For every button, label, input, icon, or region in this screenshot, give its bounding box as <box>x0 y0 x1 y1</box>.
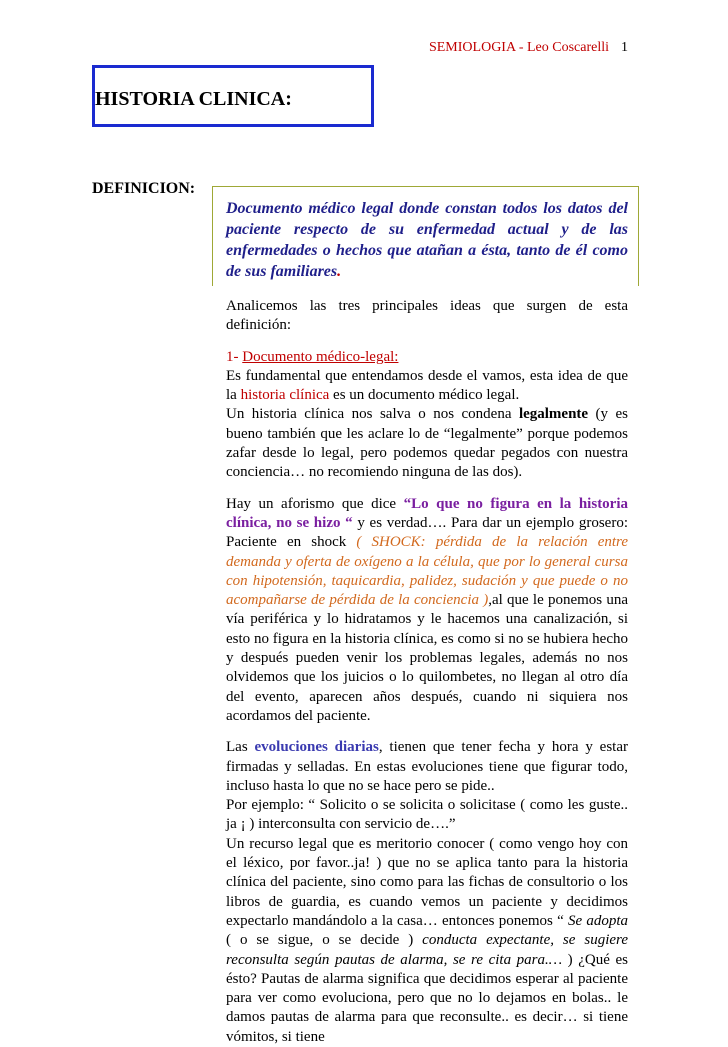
header-section: SEMIOLOGIA <box>428 40 516 55</box>
text-run: ( o se sigue, o se decide ) <box>226 932 423 949</box>
legalmente-term: legalmente <box>518 406 589 423</box>
aforismo-quote: “Lo que no figura en la historia clínica, no se hizo “ <box>226 495 629 531</box>
definition-text <box>226 198 628 282</box>
aforismo-paragraph <box>226 495 628 727</box>
page-header <box>429 40 628 56</box>
definition-end: . <box>337 263 342 280</box>
text-run: Las <box>226 739 255 756</box>
conducta-expectante-term: conducta expectante, se sugiere reconsulta según pautas de alarma, se re cita para.… <box>226 932 628 968</box>
section-1-paragraph-b <box>226 405 628 482</box>
shock-definition: ( SHOCK: pérdida de la relación entre demanda y oferta de oxígeno a la célula, que por lo general cursa con hipotensión, taquicardia, palidez, sudación y que puede o no acompañarse de pérdida de la conciencia ) <box>226 534 628 609</box>
section-1-title: Documento médico-legal: <box>242 348 399 365</box>
section-1-number: 1- <box>226 348 243 365</box>
evoluciones-term: evoluciones diarias <box>254 739 379 756</box>
text-run: , tienen que tener fecha y hora y estar firmadas y selladas. En estas evoluciones tiene que figurar todo, incluso hasta lo que no se hace pero se pide.. <box>226 739 628 794</box>
text-run: es un documento médico legal. <box>329 387 520 404</box>
ejemplo-paragraph: Por ejemplo: “ Solicito o se solicita o solicitase ( como les guste.. ja ¡ ) interconsulta con servicio de….” <box>226 797 628 833</box>
evoluciones-paragraph <box>226 738 628 796</box>
page-title: HISTORIA CLINICA: <box>95 88 292 110</box>
text-run: ,al que le ponemos una vía periférica y lo hidratamos y le hacemos una canalización, si esto no figura en la historia clínica, es como si no se hubiera hecho y después pueden venir los problemas legales, además no nos olvidemos que los juicios o lo quilombetes, no llegan al otro día del evento, aparecen años después, cuando ni siquiera nos acordamos del paciente. <box>226 592 628 724</box>
historia-clinica-term: historia clínica <box>240 387 330 404</box>
text-run: Hay un aforismo que dice <box>226 495 404 512</box>
section-1-heading <box>226 348 628 367</box>
text-run: Es fundamental que entendamos desde el vamos, esta idea de que la <box>226 367 628 404</box>
text-run: y es verdad…. Para dar un ejemplo grosero: Paciente en shock <box>226 514 628 551</box>
page-number: 1 <box>621 40 628 55</box>
main-content <box>226 297 628 1047</box>
definition-body: Documento médico legal donde constan todos los datos del paciente respecto de su enfermedad actual y de las enfermedades o hechos que atañan a ésta, tanto de él como de sus familiares <box>226 200 628 280</box>
text-run: Un historia clínica nos salva o nos condena <box>226 406 519 423</box>
section-1-paragraph-a <box>226 367 628 406</box>
definition-label: DEFINICION: <box>92 180 196 197</box>
text-run: ) ¿Qué es ésto? Pautas de alarma significa que decidimos esperar al paciente para ver como evoluciona, pero que no lo dejamos en bolas.. le damos pautas de alarma para que reconsulte.. es decir… si tiene vómitos, si tiene <box>226 951 629 1045</box>
text-run: (y es bueno también que les aclare lo de “legalmente” porque podemos zafar desde lo legal, pero podemos quedar pegados con nuestra conciencia… no recomiendo ninguna de las dos). <box>226 406 628 481</box>
header-author: - Leo Coscarelli <box>515 40 609 55</box>
recurso-legal-paragraph <box>226 835 628 1047</box>
text-run: Un recurso legal que es meritorio conocer ( como vengo hoy con el léxico, por favor..ja! ) que no se aplica tanto para la historia clínica del paciente, sino como para las fichas de consultorio o los libros de guardia, es cuando vemos un paciente y decidimos expectarlo mandándolo a la casa… entonces ponemos “ <box>226 835 628 929</box>
title-box <box>92 65 374 127</box>
intro-paragraph: Analicemos las tres principales ideas que surgen de esta definición: <box>226 298 628 334</box>
se-adopta-term: Se adopta <box>567 912 628 929</box>
